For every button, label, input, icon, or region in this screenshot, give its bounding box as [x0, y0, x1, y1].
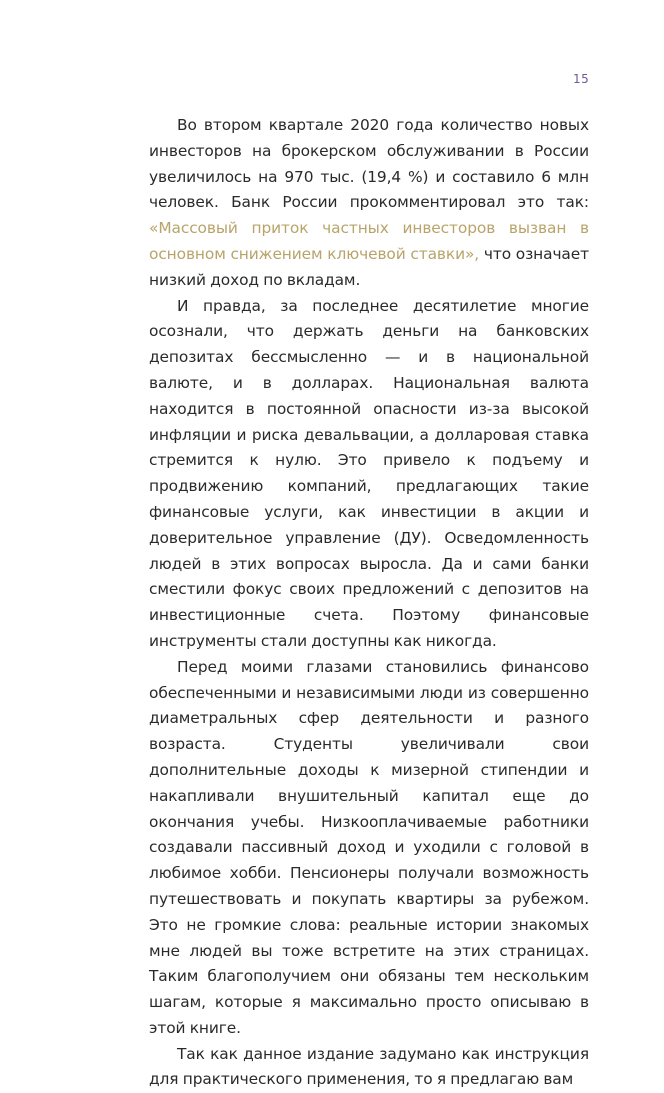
paragraph-deposits: И правда, за последнее десятилетие многие осознали, что держать деньги на банковских депозитах бессмысленно — и в национальной валюте, и в долларах. Национальная валюта находится в постоянной опасности из-за высокой инфляции и риска девальвации, а долларовая ставка стремится к нулю. Это привело к подъему и продвижению компаний, предлагающих такие финансовые услуги, как инвестиции в акции и доверительное управление (ДУ). Осведомленность людей в этих вопросах выросла. Да и сами банки сместили фокус своих предложений с депозитов на инвестиционные счета. Поэтому финансовые инструменты стали доступны как никогда.: [149, 296, 589, 650]
paragraph-examples: Перед моими глазами становились финансово обеспеченными и независимыми люди из совершенно диаметральных сфер деятельности и разного возраста. Студенты увеличивали свои дополнительные доходы к мизерной стипендии и накапливали внушительный капитал еще до окончания учебы. Низкооплачиваемые работники создавали пассивный доход и уходили с головой в любимое хобби. Пенсионеры получали возможность путешествовать и покупать квартиры за рубежом. Это не громкие слова: реальные истории знакомых мне людей вы тоже встретите на этих страницах. Таким благополучием они обязаны тем нескольким шагам, которые я максимально просто описываю в этой книге.: [149, 657, 589, 1037]
paragraph-text: что означает низкий доход по вкладам.: [149, 244, 590, 289]
paragraph-investors-growth: [149, 113, 589, 294]
page-number: 15: [573, 72, 590, 86]
paragraph-text: Во втором квартале 2020 года количество новых инвесторов на брокерском обслуживании в России увеличилось на 970 тыс. (19,4 %) и составило 6 млн человек. Банк России прокомментировал это так:: [149, 116, 589, 212]
paragraph-instruction: Так как данное издание задумано как инструкция для практического применения, то я предлагаю вам: [149, 1044, 589, 1089]
bank-of-russia-quote: «Массовый приток частных инвесторов вызван в основном снижением ключевой ставки»,: [149, 219, 589, 263]
body-text: [149, 113, 589, 1093]
